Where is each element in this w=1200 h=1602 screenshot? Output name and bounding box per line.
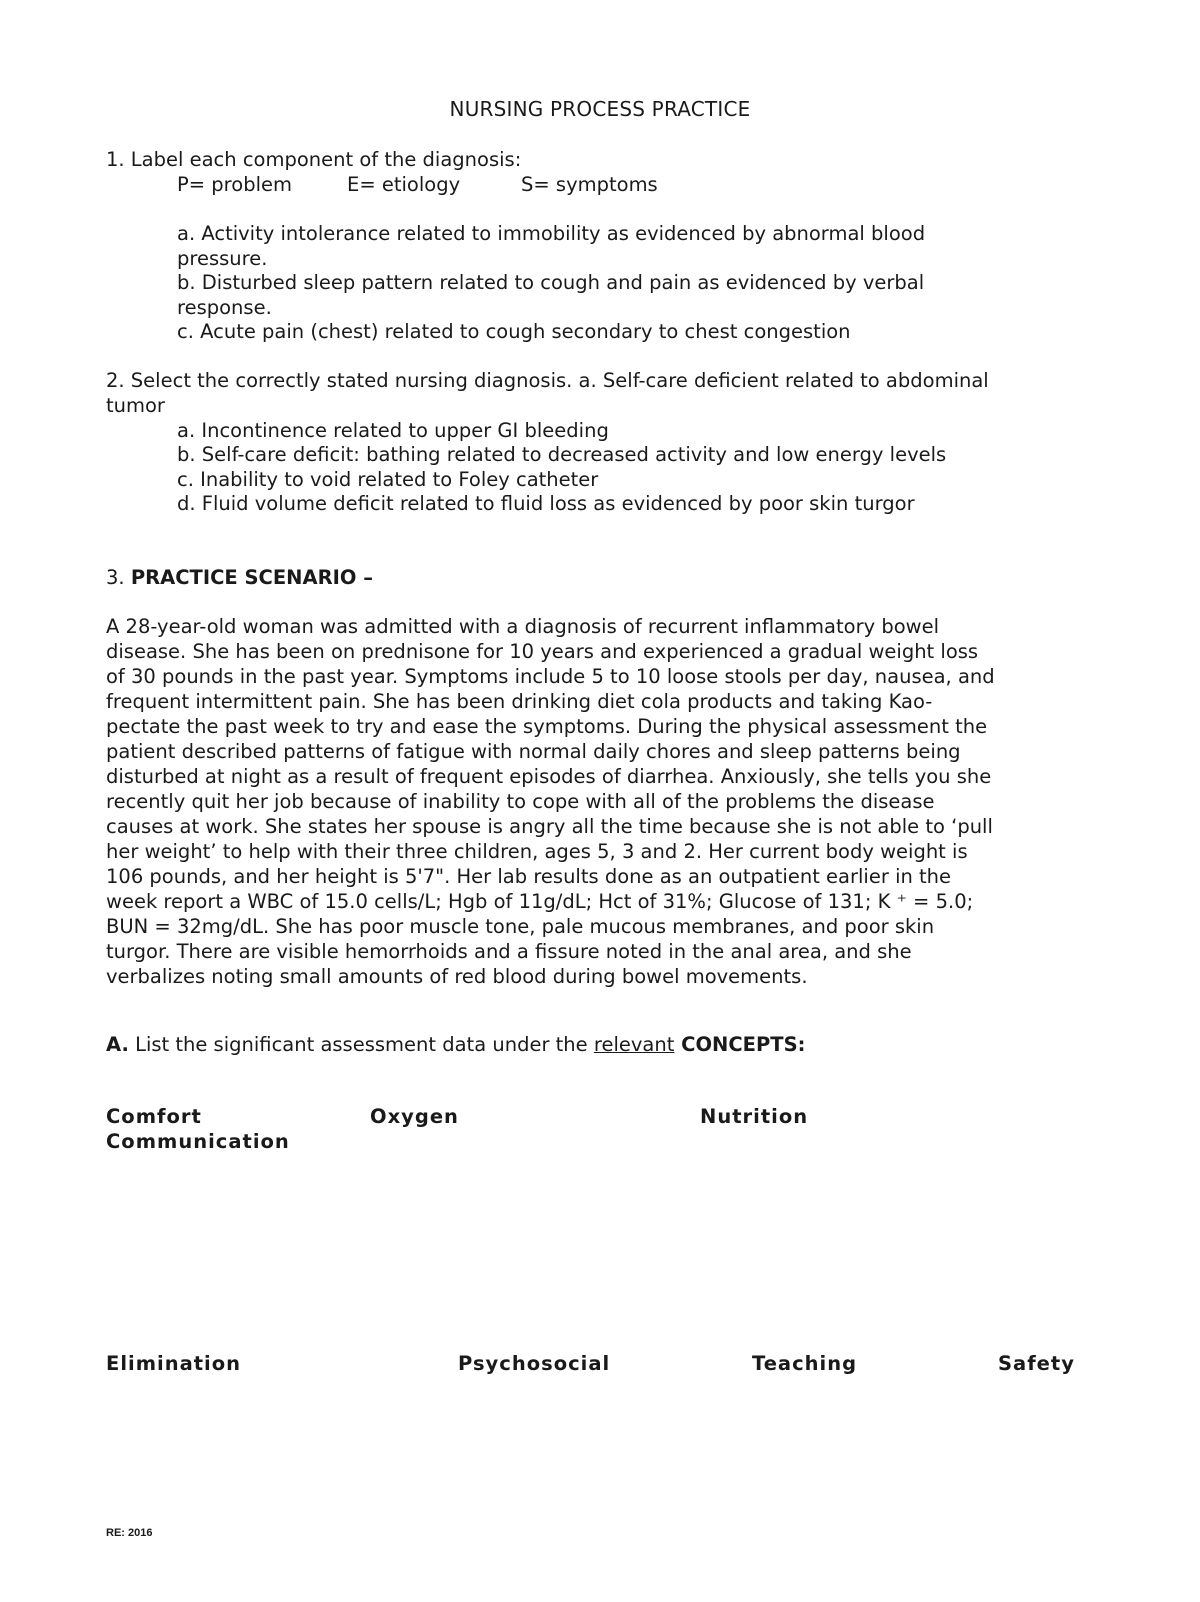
concept-teaching: Teaching [752,1352,858,1375]
q3-heading [106,565,373,590]
q1-item-a-line2: pressure. [177,247,268,270]
concept-elimination: Elimination [106,1352,242,1375]
q2-option-c: c. Inability to void related to Foley catheter [177,468,599,491]
label-problem: P= problem [177,173,292,196]
q2-prompt-line1: 2. Select the correctly stated nursing diagnosis. a. Self-care deficient related to abdominal [106,369,989,392]
scenario-line: 106 pounds, and her height is 5'7". Her lab results done as an outpatient earlier in the [106,865,952,888]
scenario-line: A 28-year-old woman was admitted with a diagnosis of recurrent inflammatory bowel [106,615,940,638]
q2-prompt-line2: tumor [106,394,165,417]
part-a-letter: A. [106,1033,129,1056]
q1-item-a-line1: a. Activity intolerance related to immobility as evidenced by abnormal blood [177,222,926,245]
scenario-line: BUN = 32mg/dL. She has poor muscle tone, pale mucous membranes, and poor skin [106,915,935,938]
q3-number: 3. [106,566,131,589]
label-etiology: E= etiology [347,173,461,196]
part-a-instruction [106,1032,805,1057]
concept-comfort: Comfort [106,1105,202,1128]
q1-labels [177,172,658,197]
scenario-line: pectate the past week to try and ease the symptoms. During the physical assessment the [106,715,988,738]
q1-item-b-line2: response. [177,296,272,319]
concept-nutrition: Nutrition [700,1105,809,1128]
scenario-line: disturbed at night as a result of frequent episodes of diarrhea. Anxiously, she tells you she [106,765,992,788]
q2-option-a: a. Incontinence related to upper GI bleeding [177,419,609,442]
concept-psychosocial: Psychosocial [458,1352,611,1375]
q3-heading-text: PRACTICE SCENARIO – [130,566,373,589]
scenario-line: turgor. There are visible hemorrhoids and a fissure noted in the anal area, and she [106,940,912,963]
concept-oxygen: Oxygen [370,1105,459,1128]
q2-option-d: d. Fluid volume deficit related to fluid loss as evidenced by poor skin turgor [177,492,915,515]
scenario-line: recently quit her job because of inability to cope with all of the problems the disease [106,790,935,813]
footer-revision: RE: 2016 [106,1527,153,1539]
label-symptoms: S= symptoms [521,173,658,196]
scenario-line: of 30 pounds in the past year. Symptoms include 5 to 10 loose stools per day, nausea, and [106,665,995,688]
concept-safety: Safety [998,1352,1075,1375]
scenario-line: her weight’ to help with their three children, ages 5, 3 and 2. Her current body weight is [106,840,968,863]
scenario-paragraph [106,614,1106,989]
scenario-line: causes at work. She states her spouse is angry all the time because she is not able to ‘pull [106,815,993,838]
q1-item-c: c. Acute pain (chest) related to cough secondary to chest congestion [177,320,851,343]
scenario-line: verbalizes noting small amounts of red blood during bowel movements. [106,965,808,988]
scenario-line: frequent intermittent pain. She has been drinking diet cola products and taking Kao- [106,690,933,713]
q2-option-b: b. Self-care deficit: bathing related to decreased activity and low energy levels [177,443,947,466]
concept-communication: Communication [106,1130,290,1153]
q1-prompt: 1. Label each component of the diagnosis: [106,148,522,171]
part-a-text-before: List the significant assessment data under the [128,1033,594,1056]
scenario-line: disease. She has been on prednisone for 10 years and experienced a gradual weight loss [106,640,979,663]
scenario-line: patient described patterns of fatigue with normal daily chores and sleep patterns being [106,740,961,763]
part-a-text-after: CONCEPTS: [674,1033,806,1056]
part-a-underlined: relevant [593,1033,675,1056]
page-title: NURSING PROCESS PRACTICE [449,97,751,121]
scenario-line: week report a WBC of 15.0 cells/L; Hgb of 11g/dL; Hct of 31%; Glucose of 131; K ⁺ = 5.0; [106,890,974,913]
q1-item-b-line1: b. Disturbed sleep pattern related to cough and pain as evidenced by verbal [177,271,925,294]
